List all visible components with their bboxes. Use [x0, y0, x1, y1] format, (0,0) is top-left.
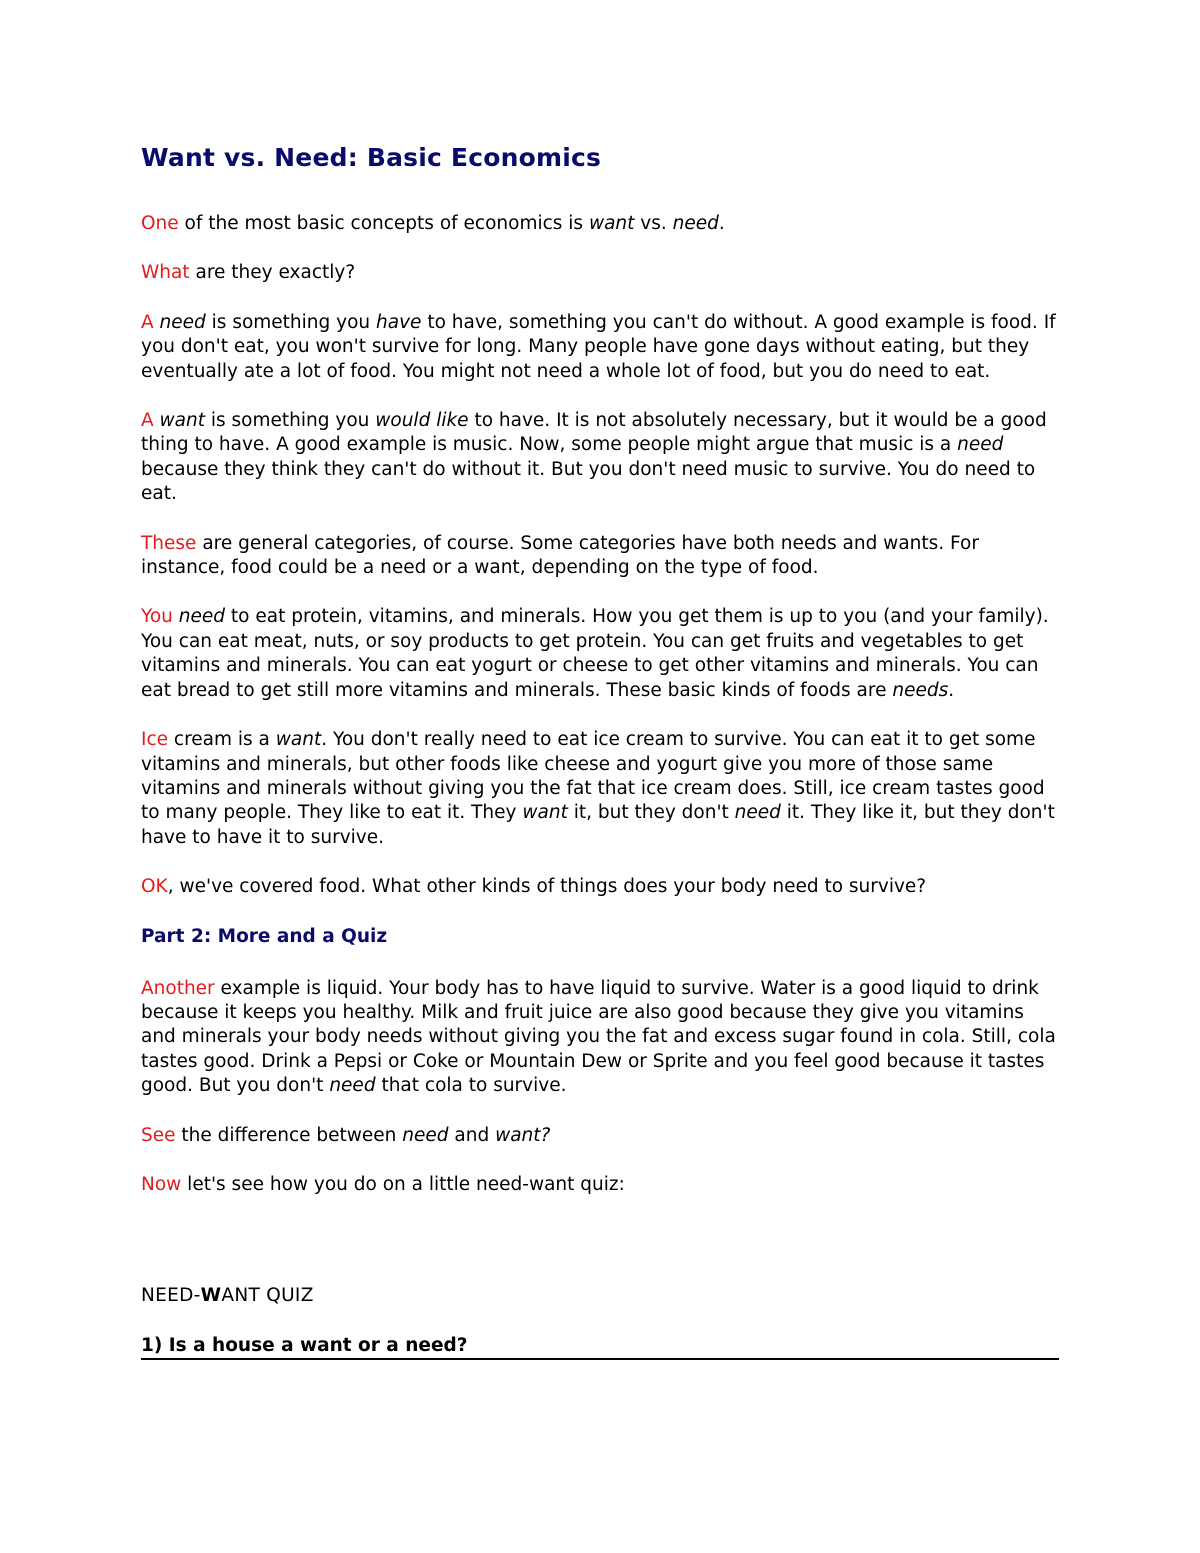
lead-word: See	[141, 1124, 176, 1146]
paragraph-want-definition: A want is something you would like to have. It is not absolutely necessary, but it would be a good thing to have. A good example is music. Now, some people might argue that music is a need because they think they can't do without it. But you don't need music to survive. You do need to eat.	[141, 410, 1047, 505]
lead-word: A	[141, 410, 154, 432]
paragraph-categories: These are general categories, of course. Some categories have both needs and wants. For instance, food could be a need or a want, depending on the type of food.	[141, 532, 979, 579]
paragraph-need-definition: A need is something you have to have, something you can't do without. A good example is food. If you don't eat, you won't survive for long. Many people have gone days without eating, but they eventually ate a lot of food. You might not need a whole lot of food, but you do need to eat.	[141, 311, 1056, 382]
lead-word: OK	[141, 876, 168, 898]
paragraph-liquid: Another example is liquid. Your body has to have liquid to survive. Water is a good liquid to drink because it keeps you healthy. Milk and fruit juice are also good because they give you vitamins and minerals your body needs without giving you the fat and excess sugar found in cola. Still, cola tastes good. Drink a Pepsi or Coke or Mountain Dew or Sprite and you feel good because it tastes good. But you don't need that cola to survive.	[141, 977, 1056, 1097]
paragraph-ice-cream: Ice cream is a want. You don't really need to eat ice cream to survive. You can eat it to get some vitamins and minerals, but other foods like cheese and yogurt give you more of those same vitamins and minerals without giving you the fat that ice cream does. Still, ice cream tastes good to many people. They like to eat it. They want it, but they don't need it. They like it, but they don't have to have it to survive.	[141, 729, 1055, 848]
lead-word: These	[141, 532, 197, 554]
paragraph-question: What are they exactly?	[141, 262, 356, 284]
paragraph-difference: See the difference between need and want?	[141, 1124, 551, 1146]
lead-word: Another	[141, 977, 215, 999]
document-title: Want vs. Need: Basic Economics	[141, 143, 602, 172]
lead-word: A	[141, 311, 154, 333]
lead-word: What	[141, 262, 190, 284]
section-heading-part-2: Part 2: More and a Quiz	[141, 925, 388, 947]
lead-word: Ice	[141, 729, 169, 751]
spacer	[141, 1222, 1061, 1284]
document-page	[141, 140, 1061, 1360]
quiz-question-1: 1) Is a house a want or a need?	[141, 1334, 1059, 1360]
paragraph-quiz-intro: Now let's see how you do on a little need-want quiz:	[141, 1173, 625, 1195]
paragraph-intro: One of the most basic concepts of economics is want vs. need.	[141, 213, 725, 234]
quiz-heading: NEED-WANT QUIZ	[141, 1285, 314, 1307]
paragraph-food-needs: You need to eat protein, vitamins, and minerals. How you get them is up to you (and your family). You can eat meat, nuts, or soy products to get protein. You can get fruits and vegetables to get vitamins and minerals. You can eat yogurt or cheese to get other vitamins and minerals. You can eat bread to get still more vitamins and minerals. These basic kinds of foods are needs.	[141, 606, 1049, 701]
lead-word: One	[141, 213, 179, 234]
lead-word: Now	[141, 1173, 182, 1195]
paragraph-covered-food: OK, we've covered food. What other kinds of things does your body need to survive?	[141, 876, 927, 898]
lead-word: You	[141, 606, 173, 628]
